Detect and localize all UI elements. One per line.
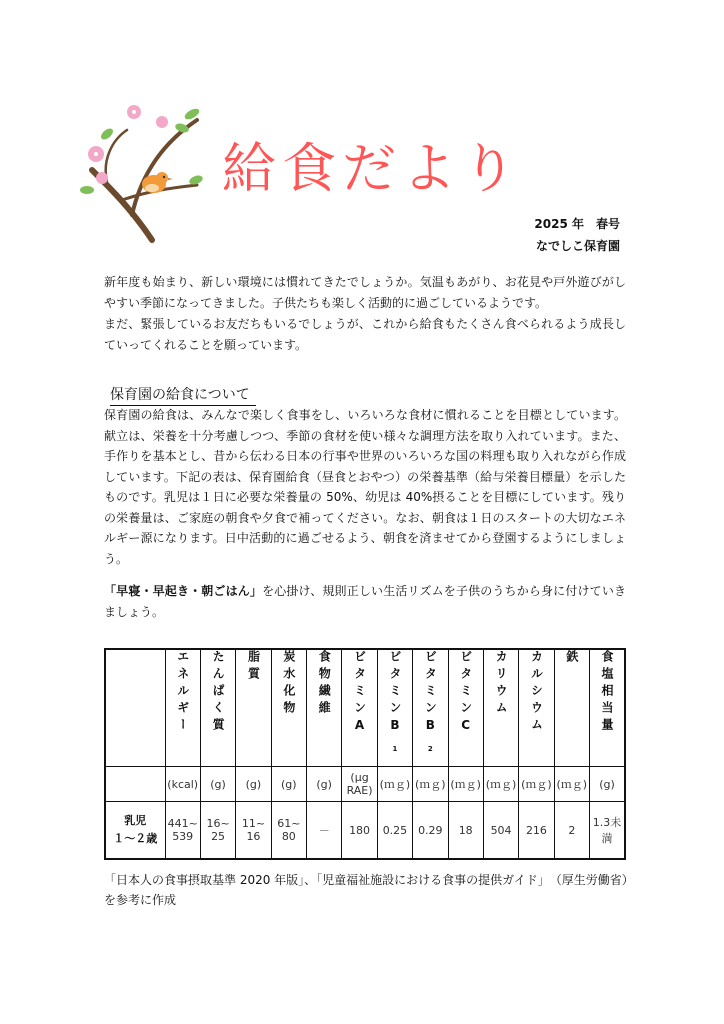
header-cell: ビタミンB 1: [377, 649, 412, 767]
header-cell: カリウム: [483, 649, 518, 767]
unit-cell: (ｍｇ): [377, 767, 412, 802]
header-corner: [105, 649, 165, 767]
section-heading: 保育園の給食について: [110, 386, 256, 406]
intro-paragraph-2: まだ、緊張しているお友だちもいるでしょうが、これから給食もたくさん食べられるよう成長していってくれることを願っています。: [104, 317, 626, 352]
value-cell: 504: [483, 802, 518, 860]
unit-cell: (kcal): [165, 767, 200, 802]
issue-label: 2025 年 春号: [534, 217, 620, 231]
value-cell: 16~ 25: [200, 802, 235, 860]
unit-cell: (ｍｇ): [554, 767, 589, 802]
unit-cell: (ｍｇ): [483, 767, 518, 802]
header-cell: 食物繊維: [307, 649, 342, 767]
value-cell: 441~ 539: [165, 802, 200, 860]
nutrition-table: [104, 648, 626, 860]
table-units-row: [105, 767, 625, 802]
table-header-row: [105, 649, 625, 767]
unit-cell: (g): [271, 767, 306, 802]
value-cell: 18: [448, 802, 483, 860]
issue-info: [534, 213, 620, 257]
value-cell: 216: [519, 802, 554, 860]
unit-cell: (g): [307, 767, 342, 802]
header-cell: 炭水化物: [271, 649, 306, 767]
unit-cell: (ｍｇ): [448, 767, 483, 802]
units-corner: [105, 767, 165, 802]
value-cell: 61~ 80: [271, 802, 306, 860]
emphasis-text: 「早寝・早起き・朝ごはん」: [104, 584, 263, 598]
unit-cell: (g): [200, 767, 235, 802]
unit-cell: (ｍｇ): [413, 767, 448, 802]
closing-text: を心掛け、規則正しい生活リズムを子供のうちから身に付けていきましょう。: [104, 584, 626, 619]
unit-cell: (ｍｇ): [519, 767, 554, 802]
intro-paragraph-1: 新年度も始まり、新しい環境には慣れてきたでしょうか。気温もあがり、お花見や戸外遊びがしやすい季節になってきました。子供たちも楽しく活動的に過ごしているようです。: [104, 275, 626, 310]
table-row: [105, 802, 625, 860]
unit-cell: (μg RAE): [342, 767, 377, 802]
header-cell: 食塩相当量: [590, 649, 626, 767]
unit-cell: (g): [590, 767, 626, 802]
bird-on-branch-icon: [72, 100, 212, 250]
header-cell: 鉄: [554, 649, 589, 767]
value-cell: 1.3未 満: [590, 802, 626, 860]
header-cell: ビタミンB 2: [413, 649, 448, 767]
header-cell: カルシウム: [519, 649, 554, 767]
header-cell: ビタミンA: [342, 649, 377, 767]
school-name: なでしこ保育園: [535, 239, 620, 253]
value-cell: 180: [342, 802, 377, 860]
source-note: 「日本人の食事摂取基準 2020 年版」、「児童福祉施設における食事の提供ガイド」 （厚生労働省）を参考に作成: [104, 873, 634, 907]
row-label: 乳児 １～２歳: [105, 802, 165, 860]
section-closing: [104, 581, 626, 622]
section-body: 保育園の給食は、みんなで楽しく食事をし、いろいろな食材に慣れることを目標としています。献立は、栄養を十分考慮しつつ、季節の食材を使い様々な調理方法を取り入れています。また、手作りを基本とし、昔から伝わる日本の行事や世界のいろいろな国の料理も取り入れながら作成しています。下記の表は、保育園給食（昼食とおやつ）の栄養基準（給与栄養目標量）を示したものです。乳児は１日に必要な栄養量の 50%、幼児は 40%摂ることを目標にしています。残りの栄養量は、ご家庭の朝食や夕食で補ってください。なお、朝食は１日のスタートの大切なエネルギー源になります。日中活動的に過ごせるよう、朝食を済ませてから登園するようにしましょう。: [104, 408, 626, 566]
header-cell: ビタミンC: [448, 649, 483, 767]
value-cell: 0.25: [377, 802, 412, 860]
unit-cell: (g): [236, 767, 271, 802]
value-cell: －: [307, 802, 342, 860]
header-cell: エネルギー: [165, 649, 200, 767]
header-cell: 脂質: [236, 649, 271, 767]
newsletter-title: 給食だより: [222, 137, 522, 200]
value-cell: 11~ 16: [236, 802, 271, 860]
header-cell: たんぱく質: [200, 649, 235, 767]
value-cell: 0.29: [413, 802, 448, 860]
value-cell: 2: [554, 802, 589, 860]
